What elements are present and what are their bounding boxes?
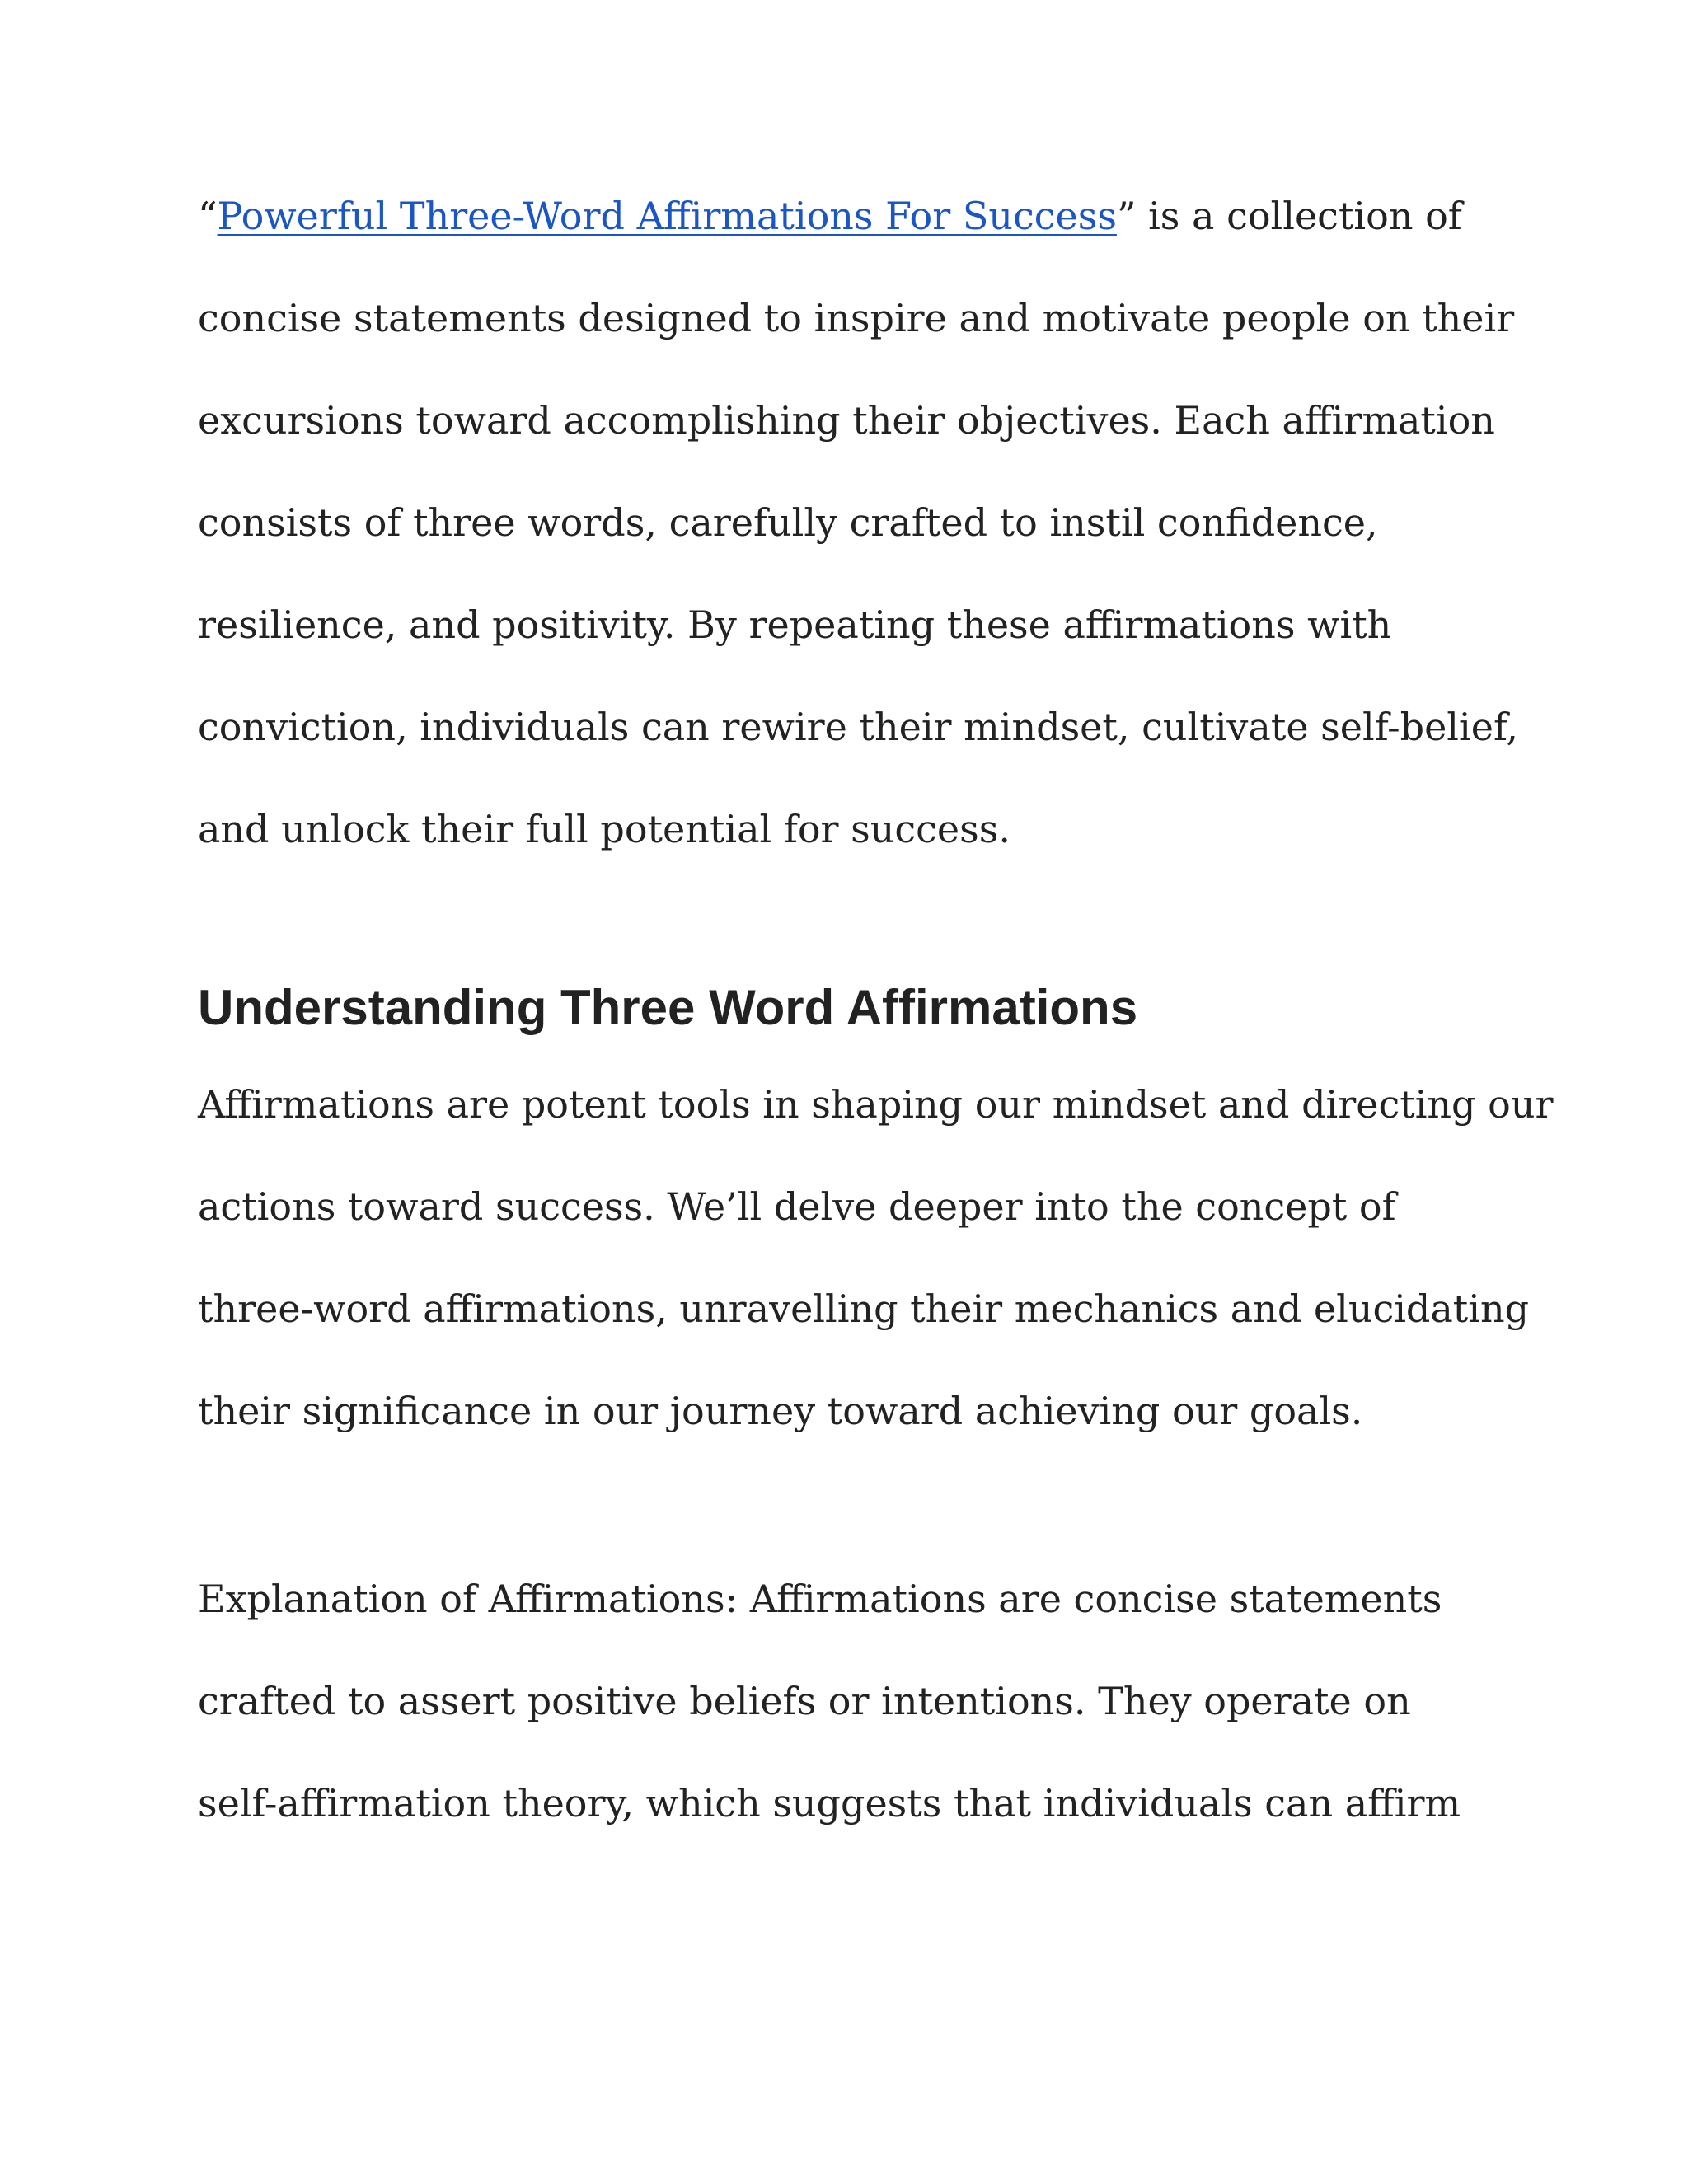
open-quote: “ [198, 194, 218, 238]
paragraph-line: their significance in our journey toward achieving our goals. [198, 1389, 1363, 1433]
paragraph-line: self-affirmation theory, which suggests that individuals can affirm [198, 1781, 1461, 1825]
section-paragraph-1 [198, 1053, 1554, 1462]
intro-line: resilience, and positivity. By repeating these affirmations with [198, 602, 1392, 647]
intro-line: consists of three words, carefully crafted to instil confidence, [198, 500, 1378, 545]
paragraph-line: crafted to assert positive beliefs or intentions. They operate on [198, 1679, 1411, 1723]
intro-line-1 [198, 165, 1517, 267]
spacer [198, 880, 1517, 971]
paragraph-line: actions toward success. We’ll delve deeper into the concept of [198, 1184, 1396, 1229]
section-heading: Understanding Three Word Affirmations [198, 980, 1138, 1035]
section-paragraph-2 [198, 1548, 1517, 1854]
success-affirmations-link[interactable]: Powerful Three-Word Affirmations For Success [217, 194, 1117, 238]
spacer [198, 1462, 1517, 1548]
intro-line: conviction, individuals can rewire their mindset, cultivate self-belief, [198, 705, 1518, 749]
paragraph-line: three-word affirmations, unravelling their mechanics and elucidating [198, 1286, 1530, 1331]
intro-line: and unlock their full potential for success. [198, 807, 1010, 851]
intro-line: excursions toward accomplishing their objectives. Each affirmation [198, 398, 1495, 443]
paragraph-line: Explanation of Affirmations: Affirmations are concise statements [198, 1577, 1442, 1621]
intro-paragraph [198, 165, 1517, 880]
paragraph-line: Affirmations are potent tools in shaping our mindset and directing our [198, 1082, 1554, 1127]
document-content [198, 165, 1554, 1854]
intro-line-1-rest: ” is a collection of [1116, 194, 1462, 238]
intro-line: concise statements designed to inspire and motivate people on their [198, 296, 1515, 340]
